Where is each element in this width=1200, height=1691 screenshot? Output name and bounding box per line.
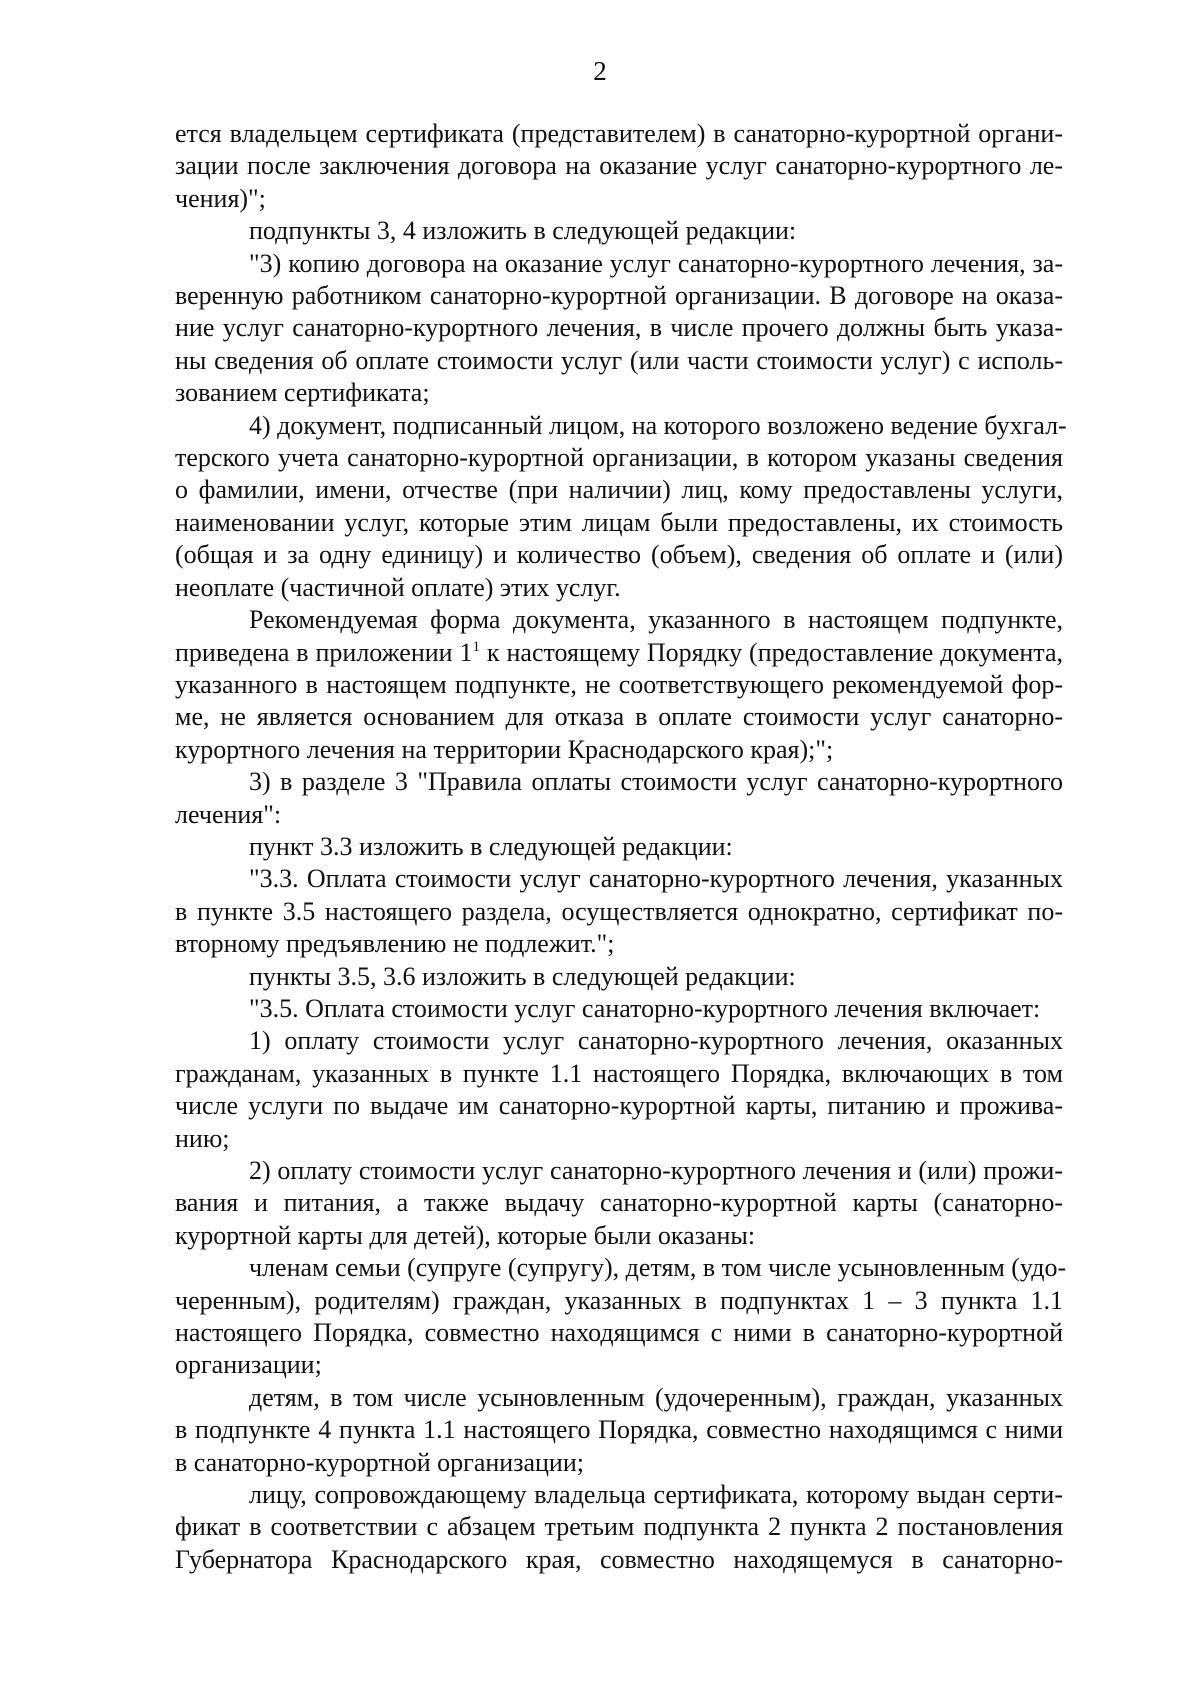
text-line-content: нию; [175,1123,230,1153]
text-line [175,1285,1063,1317]
text-line [175,1058,1063,1090]
text-line [175,410,1067,442]
text-line-content: пункт 3.3 изложить в следующей редакции: [249,831,733,861]
text-line [175,1155,1063,1187]
text-line-content: фикат в соответствии с абзацем третьим подпункта 2 пункта 2 постановления [175,1512,1063,1542]
text-line [175,863,1063,895]
text-line [175,734,1063,766]
text-line [175,1252,1067,1284]
text-line-content: лечения": [175,799,282,829]
text-line-content: о фамилии, имени, отчестве (при наличии) лиц, кому предоставлены услуги, [175,475,1063,505]
text-line-content: ме, не является основанием для отказа в оплате стоимости услуг санаторно- [175,702,1063,732]
text-line-content: 4) документ, подписанный лицом, на которого возложено ведение бухгал- [249,410,1067,440]
text-line-content: в санаторно-курортной организации; [175,1447,584,1477]
text-line-content: ется владельцем сертификата (представителем) в санаторно-курортной органи- [175,119,1063,148]
text-line [175,799,1063,831]
text-line-content: зованием сертификата; [175,378,430,408]
text-line [175,377,1063,409]
text-line-content: указанного в настоящем подпункте, не соответствующего рекомендуемой фор- [175,669,1063,699]
text-line [175,1414,1063,1446]
text-line-content: зации после заключения договора на оказание услуг санаторно-курортного ле- [175,151,1063,181]
text-line-content: подпункты 3, 4 изложить в следующей редакции: [249,216,797,246]
text-line-continuation: к настоящему Порядку (предоставление документа, [480,637,1063,667]
text-line-content: 2) оплату стоимости услуг санаторно-курортного лечения и (или) прожи- [249,1156,1063,1185]
text-line [175,1382,1063,1414]
text-line-content: гражданам, указанных в пункте 1.1 настоящего Порядка, включающих в том [175,1058,1063,1088]
text-line [175,312,1063,344]
text-line [175,1220,1063,1252]
text-line-content: курортной карты для детей), которые были оказаны: [175,1220,756,1250]
text-line [175,280,1063,312]
text-line [175,183,1063,215]
text-line [175,150,1063,182]
text-line-content: вторному предъявлению не подлежит."; [175,929,615,959]
text-line-content: веренную работником санаторно-курортной организации. В договоре на оказа- [175,281,1063,311]
text-line-content: (общая и за одну единицу) и количество (объем), сведения об оплате и (или) [175,540,1063,570]
text-line [175,248,1063,280]
text-line-content: "3.5. Оплата стоимости услуг санаторно-курортного лечения включает: [249,993,1041,1023]
text-line-content: наименовании услуг, которые этим лицам были предоставлены, их стоимость [175,507,1063,537]
text-line-content: лицу, сопровождающему владельца сертификата, которому выдан серти- [249,1480,1063,1510]
text-line-content: "3.3. Оплата стоимости услуг санаторно-курортного лечения, указанных [249,864,1063,894]
text-line [175,1544,1063,1576]
text-line [175,1187,1063,1219]
text-line [175,1349,1063,1381]
text-line [175,572,1063,604]
text-line-content: курортного лечения на территории Краснодарского края);"; [175,734,834,764]
text-line [175,1479,1063,1511]
superscript-index: 1 [472,638,480,655]
text-line-content: терского учета санаторно-курортной организации, в котором указаны сведения [175,443,1063,473]
text-line [175,669,1063,701]
text-line [175,507,1063,539]
text-line [175,1447,1063,1479]
text-line-content: вания и питания, а также выдачу санаторно-курортной карты (санаторно- [175,1188,1063,1218]
text-line [175,993,1063,1025]
text-line [175,701,1063,733]
text-line-content: в подпункте 4 пункта 1.1 настоящего Порядка, совместно находящимся с ними [175,1415,1063,1445]
text-line-content: пункты 3.5, 3.6 изложить в следующей редакции: [249,961,796,991]
text-line-content: членам семьи (супруге (супругу), детям, в том числе усыновленным (удо- [249,1253,1067,1283]
text-line-content: Губернатора Краснодарского края, совместно находящемуся в санаторно- [175,1544,1063,1574]
text-line [175,637,1063,669]
text-line [175,1511,1063,1543]
text-line-content: ние услуг санаторно-курортного лечения, в числе прочего должны быть указа- [175,313,1063,343]
text-line [175,1317,1063,1349]
text-line-content: ны сведения об оплате стоимости услуг (или части стоимости услуг) с исполь- [175,345,1063,375]
text-line [175,474,1063,506]
text-line [175,961,1063,993]
text-line-content: 1) оплату стоимости услуг санаторно-курортного лечения, оказанных [249,1026,1063,1056]
text-line-content: 3) в разделе 3 "Правила оплаты стоимости услуг санаторно-курортного [249,767,1063,797]
text-line-content: детям, в том числе усыновленным (удочеренным), граждан, указанных [249,1382,1063,1412]
text-line [175,118,1063,150]
text-line-content: черенным), родителям) граждан, указанных в подпунктах 1 – 3 пункта 1.1 [175,1285,1063,1315]
text-line-content: приведена в приложении 1 [175,637,473,667]
text-line [175,215,1063,247]
text-line-content: неоплате (частичной оплате) этих услуг. [175,572,621,602]
text-line-content: чения)"; [175,183,266,213]
text-line [175,1025,1063,1057]
text-line-content: "3) копию договора на оказание услуг санаторно-курортного лечения, за- [249,248,1063,278]
text-line [175,831,1063,863]
text-line [175,896,1063,928]
text-line-content: организации; [175,1350,322,1380]
text-line [175,539,1063,571]
page-number: 2 [593,56,607,86]
text-line-content: Рекомендуемая форма документа, указанного в настоящем подпункте, [249,605,1063,635]
text-line-content: в пункте 3.5 настоящего раздела, осуществляется однократно, сертификат по- [175,896,1063,926]
document-body [175,118,1067,1576]
text-line [175,1090,1063,1122]
text-line [175,442,1063,474]
text-line [175,1123,1063,1155]
text-line [175,604,1063,636]
text-line-content: числе услуги по выдаче им санаторно-курортной карты, питанию и прожива- [175,1091,1063,1121]
text-line [175,345,1063,377]
text-line [175,766,1063,798]
text-line-content: настоящего Порядка, совместно находящимся с ними в санаторно-курортной [175,1318,1063,1348]
text-line [175,928,1063,960]
